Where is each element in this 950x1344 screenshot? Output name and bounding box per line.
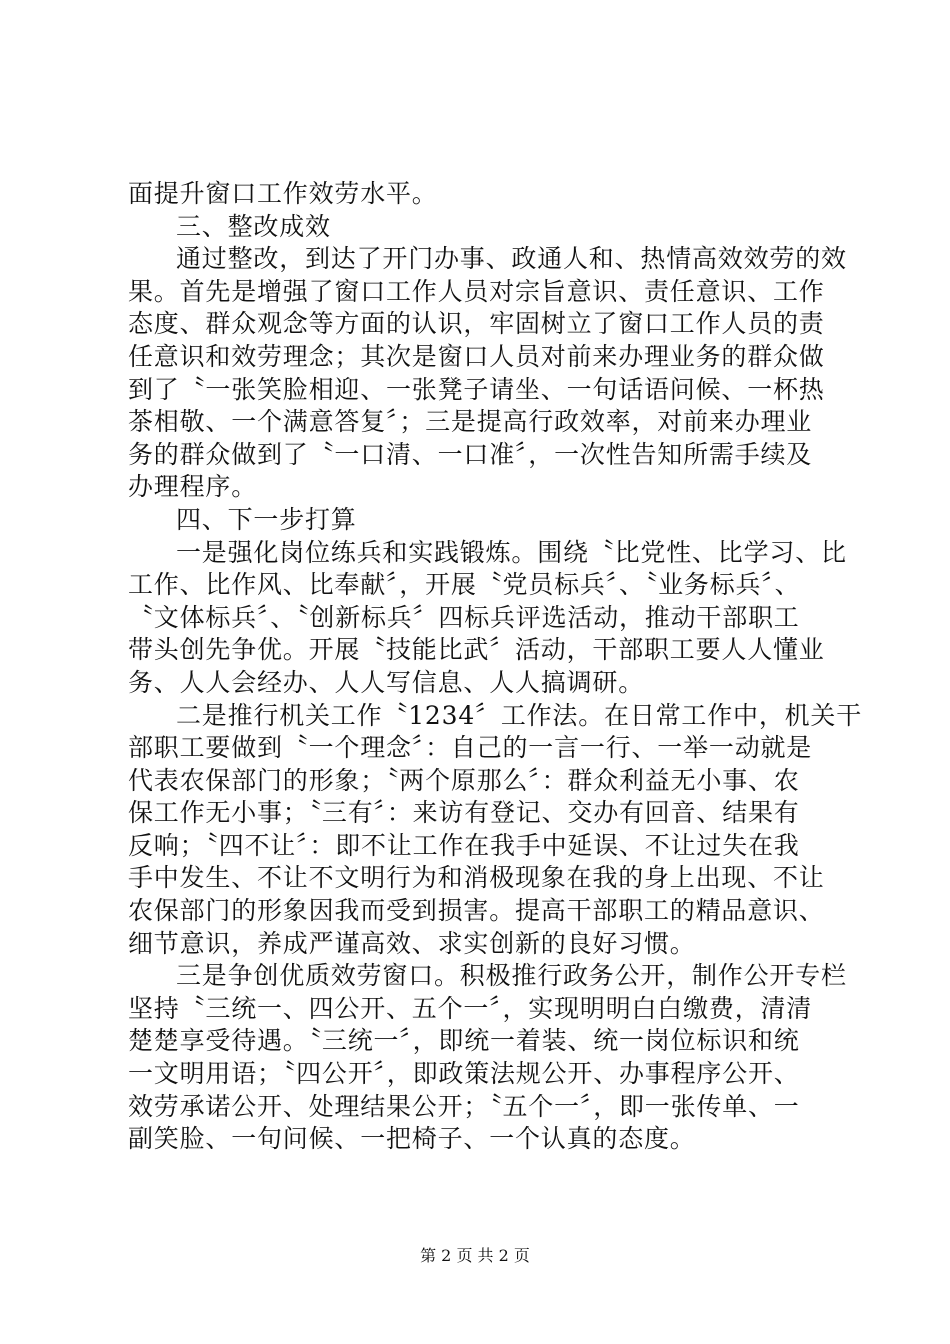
text-line: 楚楚享受待遇。〝三统一〞，即统一着装、统一岗位标识和统 bbox=[128, 1026, 800, 1056]
text-line: 通过整改，到达了开门办事、政通人和、热情高效效劳的效 bbox=[176, 244, 847, 274]
text-line: 务、人人会经办、人人写信息、人人搞调研。 bbox=[128, 667, 645, 697]
document-body bbox=[128, 178, 863, 1156]
text-line: 副笑脸、一句问候、一把椅子、一个认真的态度。 bbox=[128, 1124, 696, 1154]
text-line: 一文明用语；〝四公开〞，即政策法规公开、办事程序公开、 bbox=[128, 1059, 800, 1089]
text-line: 到了〝一张笑脸相迎、一张凳子请坐、一句话语问候、一杯热 bbox=[128, 374, 825, 404]
text-line: 茶相敬、一个满意答复〞；三是提高行政效率，对前来办理业 bbox=[128, 407, 813, 437]
text-line: 四、下一步打算 bbox=[176, 504, 357, 534]
text-line: 〝文体标兵〞、〝创新标兵〞四标兵评选活动，推动干部职工 bbox=[128, 602, 800, 632]
text-line: 代表农保部门的形象；〝两个原那么〞：群众利益无小事、农 bbox=[128, 765, 800, 795]
text-line: 果。首先是增强了窗口工作人员对宗旨意识、责任意识、工作 bbox=[128, 276, 825, 306]
text-line: 反响；〝四不让〞：即不让工作在我手中延误、不让过失在我 bbox=[128, 830, 800, 860]
text-line: 效劳承诺公开、处理结果公开；〝五个一〞，即一张传单、一 bbox=[128, 1091, 800, 1121]
text-line: 工作、比作风、比奉献〞，开展〝党员标兵〞、〝业务标兵〞、 bbox=[128, 570, 801, 600]
text-line: 带头创先争优。开展〝技能比武〞活动，干部职工要人人懂业 bbox=[128, 635, 825, 665]
text-line: 农保部门的形象因我而受到损害。提高干部职工的精品意识、 bbox=[128, 896, 825, 926]
text-line: 坚持〝三统一、四公开、五个一〞，实现明明白白缴费，清清 bbox=[128, 993, 813, 1023]
text-line: 任意识和效劳理念；其次是窗口人员对前来办理业务的群众做 bbox=[128, 341, 825, 371]
text-line: 三、整改成效 bbox=[176, 211, 331, 241]
page-footer: 第 2 页 共 2 页 bbox=[420, 1246, 530, 1265]
text-line: 务的群众做到了〝一口清、一口准〞，一次性告知所需手续及 bbox=[128, 439, 813, 469]
text-line: 细节意识，养成严谨高效、求实创新的良好习惯。 bbox=[128, 928, 696, 958]
text-line: 面提升窗口工作效劳水平。 bbox=[128, 179, 438, 208]
text-line: 手中发生、不让不文明行为和消极现象在我的身上出现、不让 bbox=[128, 863, 825, 893]
text-line: 一是强化岗位练兵和实践锻炼。围绕〝比党性、比学习、比 bbox=[176, 537, 847, 567]
text-line: 二是推行机关工作〝1234〞工作法。在日常工作中，机关干 bbox=[176, 700, 863, 730]
text-line: 态度、群众观念等方面的认识，牢固树立了窗口工作人员的责 bbox=[128, 309, 825, 339]
text-line: 保工作无小事；〝三有〞：来访有登记、交办有回音、结果有 bbox=[128, 798, 800, 828]
text-line: 部职工要做到〝一个理念〞：自己的一言一行、一举一动就是 bbox=[128, 733, 813, 763]
text-line: 办理程序。 bbox=[128, 472, 258, 502]
text-line: 三是争创优质效劳窗口。积极推行政务公开，制作公开专栏 bbox=[176, 961, 847, 991]
